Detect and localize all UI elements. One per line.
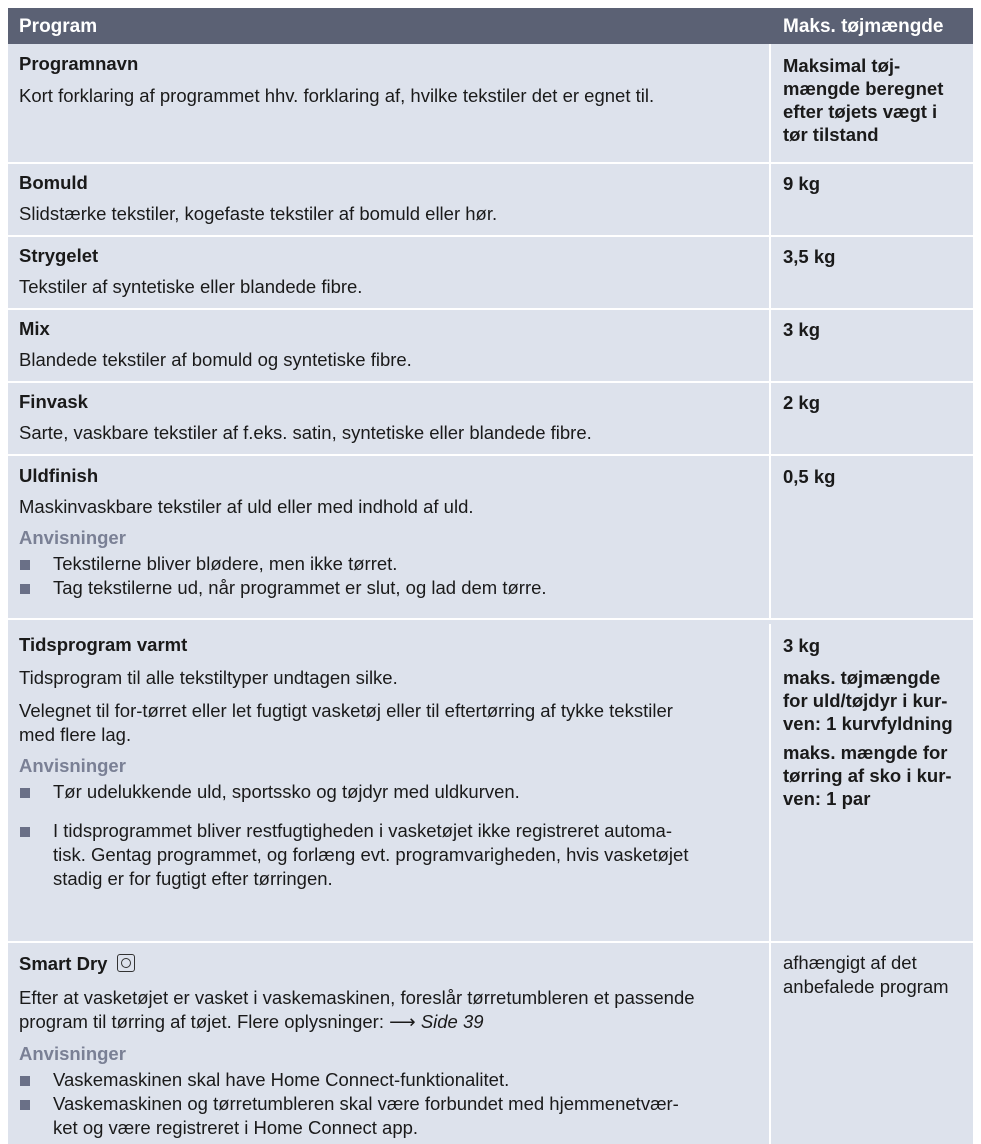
max-load-value: 9 kg [783, 173, 821, 194]
bullet-square-icon [20, 560, 30, 570]
program-description: Slidstærke tekstiler, kogefaste tekstiler af bomuld eller hør. [19, 203, 498, 224]
header-program: Program [19, 16, 98, 37]
max-load-shoes-line: tørring af sko i kur- [783, 765, 952, 786]
table-row-bomuld [8, 164, 973, 237]
table-row-legend [8, 44, 973, 164]
arrow-right-icon: ⟶ [389, 1011, 416, 1032]
max-load-line: tør tilstand [783, 124, 879, 145]
max-load-value: 3 kg [783, 635, 821, 656]
max-load-wool-line: ven: 1 kurvfyldning [783, 713, 953, 734]
max-load-shoes-line: maks. mængde for [783, 742, 948, 763]
notes-heading: Anvisninger [19, 527, 126, 548]
smart-dry-icon [117, 954, 135, 972]
program-name: Finvask [19, 391, 88, 412]
bullet-square-icon [20, 827, 30, 837]
program-description: Sarte, vaskbare tekstiler af f.eks. satin, syntetiske eller blandede fibre. [19, 422, 592, 443]
table-row-tidsprogram-varmt-cont: I tidsprogrammet bliver restfugtigheden i vasketøjet ikke registreret automa- tisk. Gentag programmet, og forlæng evt. programvarigheden, hvis vasketøjet stadig er for fugtigt efter tørringen. [8, 815, 973, 943]
max-load-value: 0,5 kg [783, 466, 836, 487]
program-name: Strygelet [19, 245, 99, 266]
program-name: Programnavn [19, 53, 139, 74]
max-load-value: 2 kg [783, 392, 821, 413]
header-max-load: Maks. tøjmængde [783, 16, 944, 37]
program-description: Blandede tekstiler af bomuld og syntetiske fibre. [19, 349, 412, 370]
max-load-wool-line: maks. tøjmængde [783, 667, 941, 688]
notes-heading: Anvisninger [19, 755, 126, 776]
table-row-finvask [8, 383, 973, 456]
max-load-line: mængde beregnet [783, 78, 944, 99]
program-description-line: med flere lag. [19, 724, 132, 745]
max-load-value: 3 kg [783, 319, 821, 340]
table-header [8, 8, 973, 44]
program-name: Uldfinish [19, 465, 99, 486]
max-load-wool-line: for uld/tøjdyr i kur- [783, 690, 948, 711]
bullet-square-icon [20, 1076, 30, 1086]
program-description-line: Velegnet til for-tørret eller let fugtigt vasketøj eller til eftertørring af tykke tekstiler [19, 700, 673, 721]
notes-heading: Anvisninger [19, 1043, 126, 1064]
table-row-tidsprogram-varmt-content: Tidsprogram varmt Tidsprogram til alle tekstiltyper undtagen silke. Velegnet til for-tørret eller let fugtigt vasketøj eller til eftertørring af tykke tekstiler med flere lag. Anvisninger Tør udelukkende uld, sportssko og tøjdyr med uldkurven. 3 kg maks. tøjmængde for uld/tøjdyr i kur- ven: 1 kurvfyldning maks. mængde for tørring af sko i kur- ven: 1 par [8, 624, 973, 817]
table-row-smart-dry: Smart Dry Efter at vasketøjet er vasket i vaskemaskinen, foreslår tørretumbleren et passende program til tørring af tøjet. Flere oplysninger: ⟶ Side 39 Anvisninger Vaskemaskinen skal have Home Connect-funktionalitet. Vaskemaskinen og tørretumbleren skal være forbundet med hjemmenetvær- ket og være registreret i Home Connect app. afhængigt af det anbefalede program [8, 943, 973, 1144]
table-row-uldfinish: Uldfinish Maskinvaskbare tekstiler af uld eller med indhold af uld. Anvisninger Tekstilerne bliver blødere, men ikke tørret. Tag tekstilerne ud, når programmet er slut, og lad dem tørre. 0,5 kg [8, 456, 973, 620]
max-load-shoes-line: ven: 1 par [783, 788, 871, 809]
program-name: Bomuld [19, 172, 88, 193]
program-description: Tekstiler af syntetiske eller blandede fibre. [19, 276, 363, 297]
program-name: Smart Dry [19, 953, 135, 975]
program-name: Tidsprogram varmt [19, 634, 188, 655]
program-description: Maskinvaskbare tekstiler af uld eller med indhold af uld. [19, 496, 474, 517]
max-load-line: anbefalede program [783, 976, 949, 997]
program-description-line: program til tørring af tøjet. Flere oplysninger: ⟶ Side 39 [19, 1011, 484, 1032]
bullet-square-icon [20, 584, 30, 594]
program-description: Tidsprogram til alle tekstiltyper undtagen silke. [19, 667, 398, 688]
table-row-strygelet [8, 237, 973, 310]
program-name: Mix [19, 318, 50, 339]
bullet-square-icon [20, 788, 30, 798]
max-load-line: afhængigt af det [783, 952, 917, 973]
max-load-line: Maksimal tøj- [783, 55, 901, 76]
max-load-line: efter tøjets vægt i [783, 101, 938, 122]
max-load-value: 3,5 kg [783, 246, 836, 267]
program-description: Kort forklaring af programmet hhv. forklaring af, hvilke tekstiler det er egnet til. [19, 85, 655, 106]
program-description-line: Efter at vasketøjet er vasket i vaskemaskinen, foreslår tørretumbleren et passende [19, 987, 695, 1008]
table-row-mix [8, 310, 973, 383]
page-reference-link[interactable]: Side 39 [420, 1011, 484, 1032]
bullet-square-icon [20, 1100, 30, 1110]
